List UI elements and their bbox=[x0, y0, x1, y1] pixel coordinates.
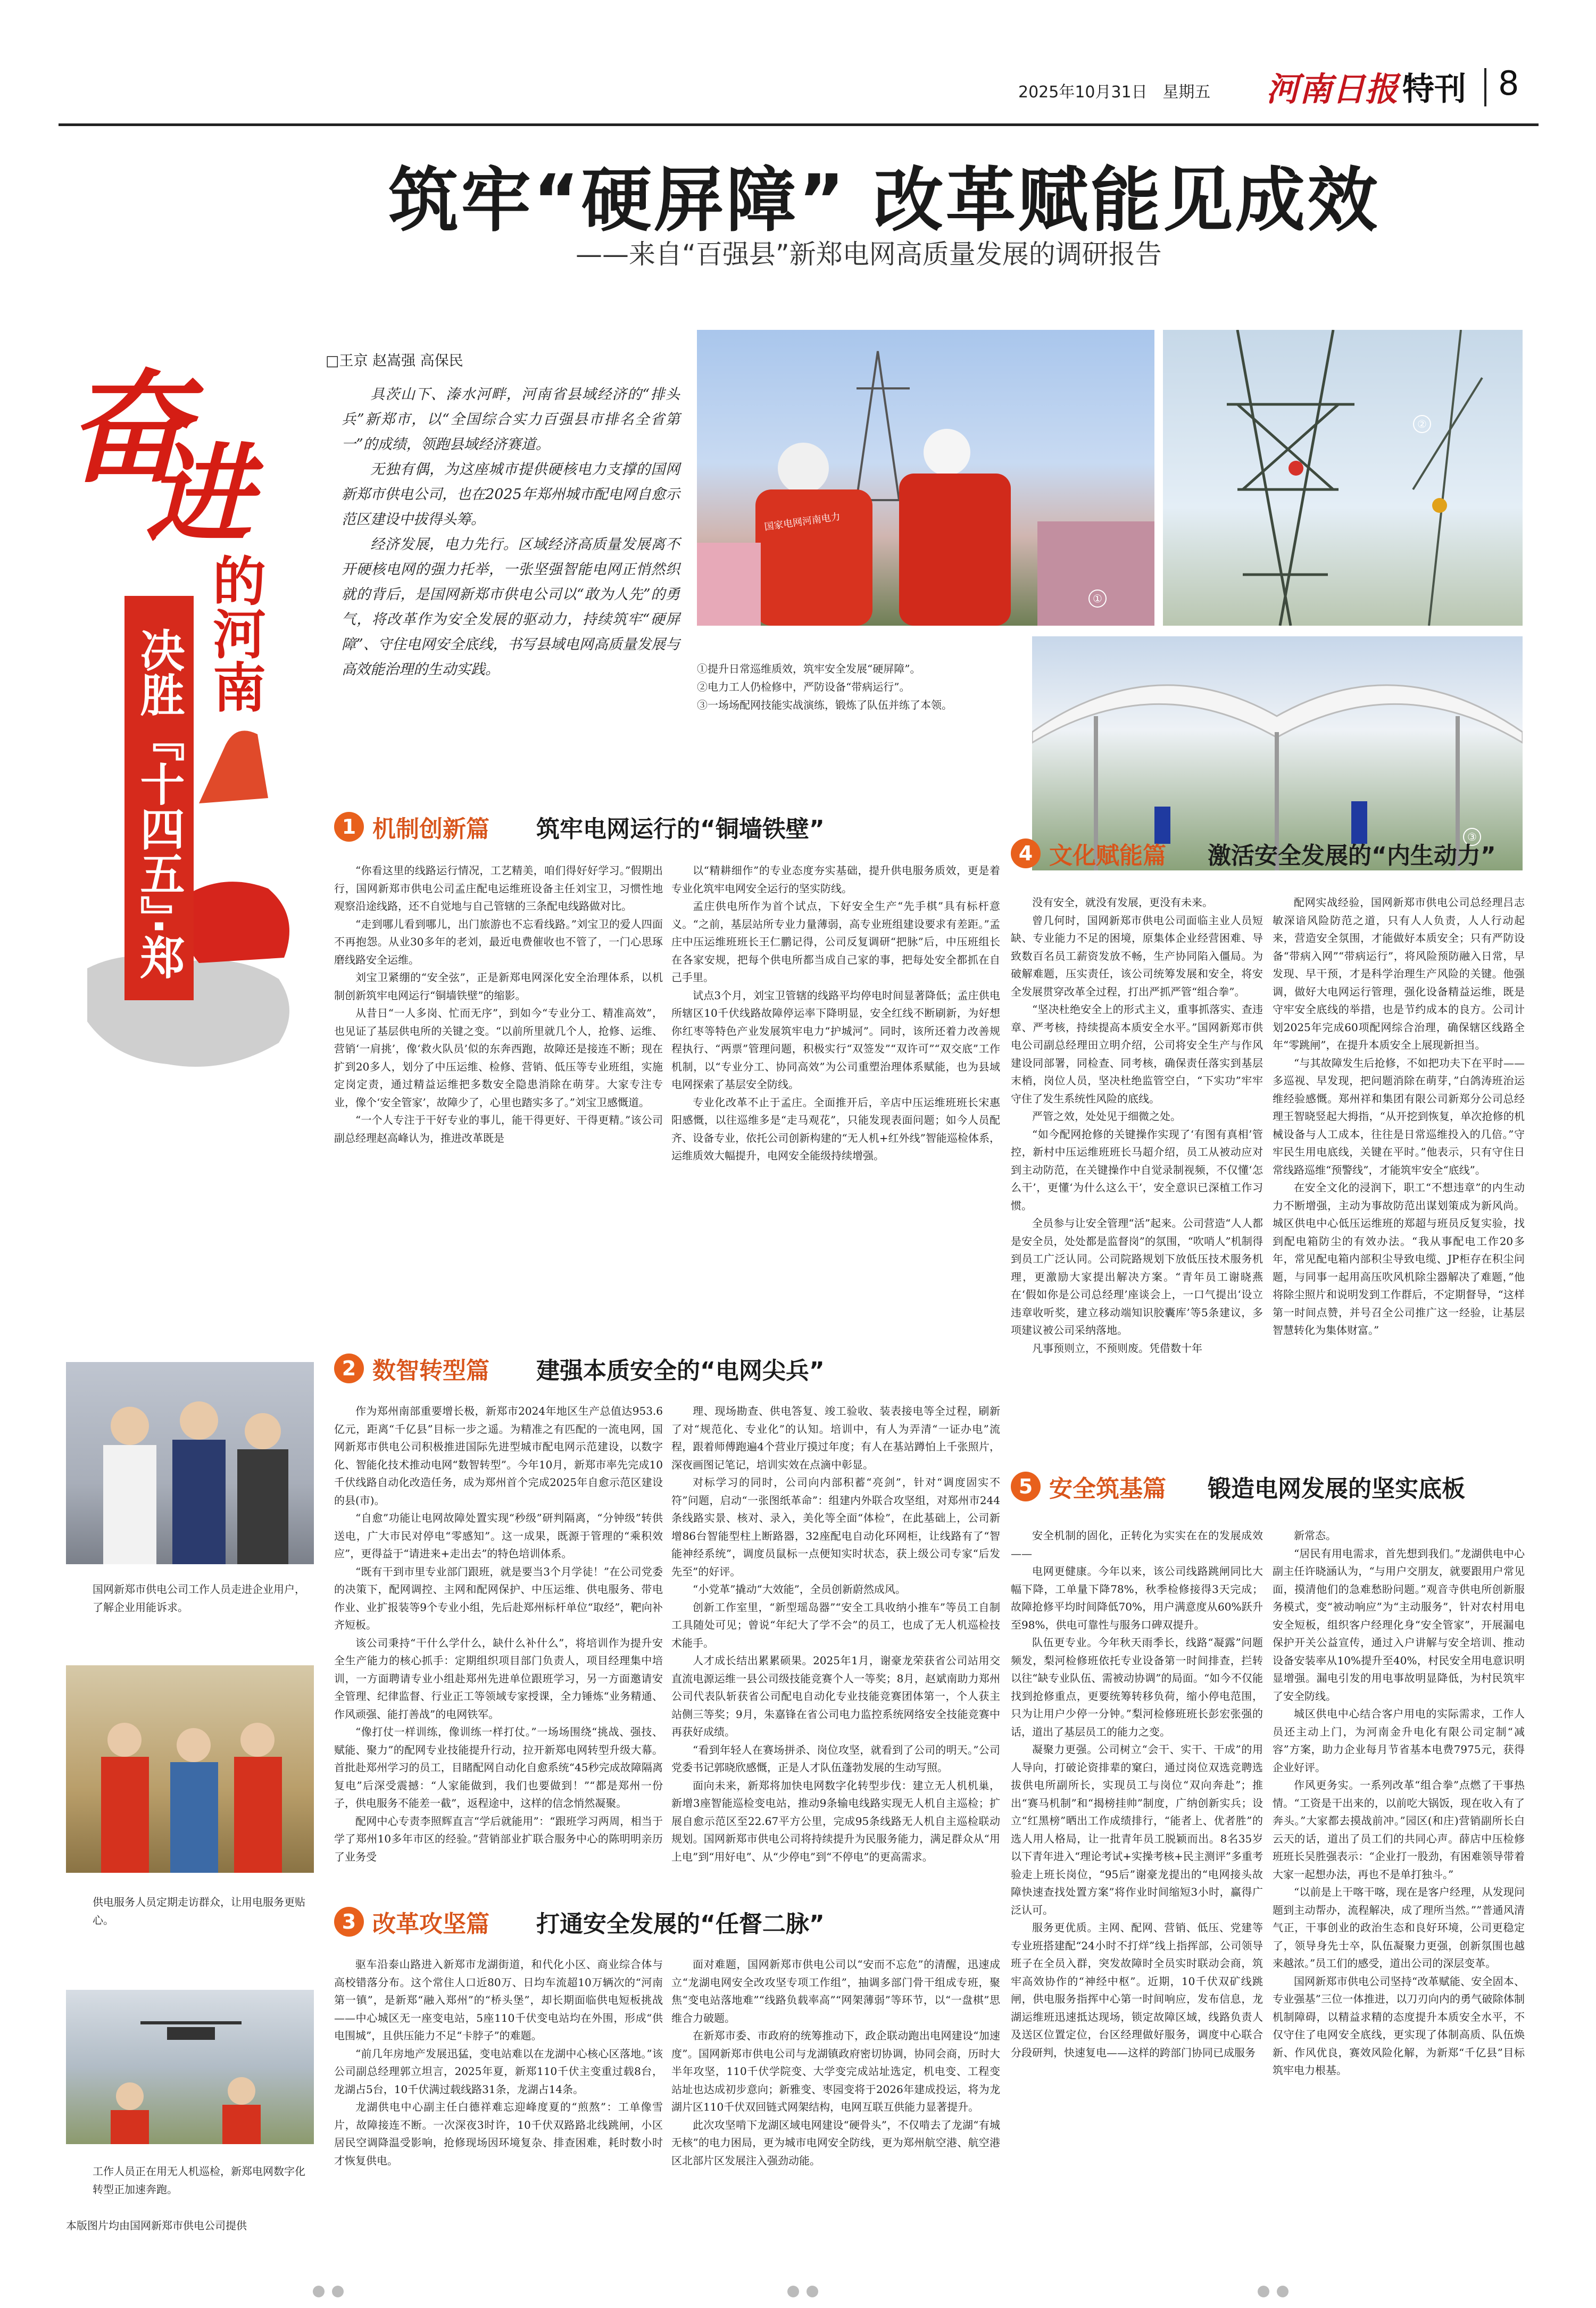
section-3-title: 打通安全发展的“任督二脉” bbox=[536, 1911, 825, 1938]
article-paragraph: 电网更健康。今年以来，该公司线路跳闸同比大幅下降，工单量下降78%，秋季检修接得3天完成；故障抢修平均时间降低70%，用户满意度从60%跃升至98%，供电可靠性与服务口碑双提升。 bbox=[1011, 1565, 1263, 1631]
article-paragraph: 国网新郑市供电公司坚持“改革赋能、安全固本、专业强基”三位一体推进，以刀刃向内的勇气破除体制机制障碍，以精益求精的态度提升本质安全水平，不仅守住了电网安全底线，更实现了体制高质、队伍焕新、作风优良，赛效风险化解，为新郑“千亿县”目标筑牢电力根基。 bbox=[1273, 1974, 1525, 2077]
photo-enterprise-visit bbox=[66, 1362, 314, 1564]
banner-char-fen: 奋 bbox=[66, 356, 188, 500]
article-paragraph: 凝聚力更强。公司树立“会干、实干、干成”的用人导向，打破论资排辈的窠臼，通过岗位双选竞聘选拔供电所副所长，实现员工与岗位“双向奔赴”；推出“赛马机制”和“揭榜挂帅”制度，广纳创新实兵；设立“红黑榜”晒出工作成绩排行，“能者上、优者胜”的选人用人格局，让一批青年员工脱颖而出。8名35岁以下青年进入“理论考试+实操考核+民主测评”多重考验走上班长岗位，“95后”谢豪龙提出的“电网接头故障快速查找处置方案”将作业时间缩短3小时，赢得广泛认可。 bbox=[1011, 1743, 1263, 1916]
article-paragraph: 创新工作室里，“新型瑶岛器”“安全工具收纳小推车”等员工自制工具随处可见；曾说“年纪大了学不会”的员工，也成了无人机巡检技术能手。 bbox=[671, 1600, 1000, 1649]
article-paragraph: “自愈”功能让电网故障处置实现“秒级”研判隔离，“分钟级”转供送电，广大市民对停电“零感知”。这一成果，既源于管理的“乘积效应”，更得益于“请进来+走出去”的特色培训体系。 bbox=[334, 1512, 663, 1560]
article-paragraph: 队伍更专业。今年秋天雨季长，线路“凝露”问题频发，梨河检修班依托专业设备第一时间排查，拦转以往“缺专业队伍、需被动协调”的局面。“如今不仅能找到抢修重点，更要统筹转移负荷，缩小停电范围，只为让用户少停一分钟。”梨河检修班班长彭宏张强的话，道出了基层员工的能力之变。 bbox=[1011, 1636, 1263, 1738]
article-paragraph: “看到年轻人在赛场拼杀、岗位攻坚，就看到了公司的明天。”公司党委书记郭晓欣感慨，正是人才队伍蓬勃发展的生动写照。 bbox=[671, 1743, 1000, 1774]
article-paragraph: 专业化改革不止于孟庄。全面推开后，辛店中压运维班班长宋惠阳感慨，以往巡维多是“走马观花”，只能发现表面问题；如今人员配齐、设备专业，依托公司创新构建的“无人机+红外线”智能巡检体系，运维质效大幅提升，电网安全能级持续增强。 bbox=[671, 1095, 1000, 1162]
section-4-number: 4 bbox=[1011, 838, 1041, 868]
section-4-title: 激活安全发展的“内生动力” bbox=[1208, 842, 1496, 869]
article-paragraph: 作为郑州南部重要增长极，新郑市2024年地区生产总值达953.6亿元，距离“千亿县”目标一步之遥。为精准之有匹配的一流电网，国网新郑市供电公司积极推进国际先进型城市配电网示范建设，以数字化、智能化技术推动电网“数智转型”。今年10月，新郑市率先完成10千伏线路自动化改造任务，成为郑州首个完成2025年自愈示范区建设的县(市)。 bbox=[334, 1405, 663, 1507]
section-1-column-1 bbox=[334, 862, 663, 1341]
photo-community-service bbox=[66, 1665, 314, 1873]
page-number: 8 bbox=[1498, 64, 1519, 103]
article-paragraph: “你看这里的线路运行情况，工艺精美，咱们得好好学习。”假期出行，国网新郑市供电公司孟庄配电运维班设备主任刘宝卫，习惯性地观察沿途线路，还不自觉地与自己管辖的三条配电线路做对比。 bbox=[334, 864, 663, 912]
article-paragraph: 安全机制的固化，正转化为实实在在的发展成效—— bbox=[1011, 1529, 1263, 1560]
article-paragraph: 从昔日“一人多岗、忙而无序”，到如今“专业分工、精准高效”，也见证了基层供电所的关键之变。“以前所里就几个人，抢修、运维、营销‘一肩挑’，像‘救火队员’似的东奔西跑，故障还是接连不断；现在扩到20多人，划分了中压运维、检修、营销、低压等专业班组，实施定岗定责，通过精益运维把多数安全隐患消除在萌芽。大家专注专业，像个‘安全管家’，故障少了，心里也踏实多了。”刘宝卫感慨道。 bbox=[334, 1007, 663, 1109]
photo-number: ③ bbox=[1463, 828, 1481, 846]
section-5-column-1 bbox=[1011, 1527, 1263, 2261]
banner-vertical-title: 决胜『十四五』·郑州篇 bbox=[64, 627, 185, 979]
page-dot bbox=[1277, 2286, 1289, 2297]
photo-tower-maintenance bbox=[1163, 330, 1523, 626]
intro-paragraph: 具茨山下、溱水河畔，河南省县域经济的“排头兵”新郑市，以“全国综合实力百强县市排名全省第一”的成绩，领跑县域经济赛道。 bbox=[342, 386, 680, 453]
article-paragraph: 在新郑市委、市政府的统筹推动下，政企联动跑出电网建设“加速度”。国网新郑市供电公司与龙湖镇政府密切协调，协同会商，历时大半年攻坚，110千伏学院变、大学变完成站址选定，机电变、工程变站址也达成初步意向；新雅变、枣园变将于2026年建成投运，将为龙湖片区110千伏双回链式网架结构，电网互联互供能力显著提升。 bbox=[671, 2029, 1000, 2113]
intro-paragraph: 无独有偶，为这座城市提供硬核电力支撑的国网新郑市供电公司，也在2025年郑州城市配电网自愈示范区建设中拔得头筹。 bbox=[342, 461, 680, 528]
vest-text: 国家电网河南电力 bbox=[763, 511, 841, 533]
photo-caption: ②电力工人仍检修中，严防设备“带病运行”。 bbox=[697, 680, 910, 693]
photo-credit: 本版图片均由国网新郑市供电公司提供 bbox=[66, 2219, 247, 2232]
section-1-label: 机制创新篇 bbox=[372, 816, 489, 843]
section-5-title: 锻造电网发展的坚实底板 bbox=[1208, 1475, 1465, 1502]
article-paragraph: 孟庄供电所作为首个试点，下好安全生产“先手棋”具有标杆意义。“之前，基层站所专业力量薄弱，高专业班组建设要求有差距。”孟庄中压运维班班长王仁鹏记得，公司反复调研“把脉”后，中压班组长在各家安规，把每个供电所都当成自己家的事，把每处安全都抓在自己手里。 bbox=[671, 900, 1000, 984]
section-2-title: 建强本质安全的“电网尖兵” bbox=[536, 1357, 825, 1384]
photo-number: ② bbox=[1413, 415, 1431, 433]
special-edition-label: 特刊 bbox=[1402, 71, 1466, 108]
top-photo-captions bbox=[697, 660, 1021, 714]
page-dot bbox=[332, 2286, 344, 2297]
banner-small-title: 的河南 bbox=[204, 553, 267, 713]
photo-caption: ③一场场配网技能实战演练，锻炼了队伍并练了本领。 bbox=[697, 699, 952, 711]
page-dot bbox=[787, 2286, 799, 2297]
page-dot bbox=[1258, 2286, 1269, 2297]
article-paragraph: 面对难题，国网新郑市供电公司以“安而不忘危”的清醒，迅速成立“龙湖电网安全改攻坚专项工作组”，抽调多部门骨干组成专班，聚焦“变电站落地难”“线路负载率高”“网架薄弱”等环节，以“一盘棋”思维合力破题。 bbox=[671, 1958, 1000, 2024]
article-paragraph: 龙湖供电中心副主任白德祥难忘迎峰度夏的“煎熬”：工单像雪片，故障接连不断。一次深夜3时许，10千伏双路路北线跳闸，小区居民空调降温受影响，抢修现场因环境复杂、排查困难，耗时数小时才恢复供电。 bbox=[334, 2101, 663, 2167]
section-3-column-1 bbox=[334, 1956, 663, 2264]
article-paragraph: 全员参与让安全管理“活”起来。公司营造“人人都是安全员，处处都是监督岗”的氛围，“吹哨人”机制得到员工广泛认同。公司院路规划下放低压技术服务机理，更激励大家提出解决方案。“青年员工谢晓燕在‘假如你是公司总经理’座谈会上，一口气提出‘设立违章收听奖，建立移动端知识胶囊库’等5条建议，多项建议被公司采纳落地。 bbox=[1011, 1217, 1263, 1336]
article-paragraph: 试点3个月，刘宝卫管辖的线路平均停电时间显著降低；孟庄供电所辖区10千伏线路故障停运率下降明显，安全红线不断刷新，为好想你红枣等特色产业发展筑牢电力“护城河”。同时，该所还着力改善规程执行、“两票”管理问题，积极实行“双签发”“双许可”“双交底”工作机制，以“专业分工、协同高效”为公司重塑治理体系赋能，也为县域电网探索了基层安全防线。 bbox=[671, 989, 1000, 1091]
article-paragraph: “坚决杜绝安全上的形式主义，重事抓落实、查违章、严考核，持续提高本质安全水平。”国网新郑市供电公司副总经理田立明介绍，公司将安全生产与作风建设同部署，同检查、同考核，确保责任落实到基层末梢，岗位人员，坚决杜绝监管空白，“下实功”牢牢守住了发生系统性风险的底线。 bbox=[1011, 1003, 1263, 1105]
section-5-number: 5 bbox=[1011, 1472, 1041, 1501]
article-paragraph: 此次攻坚啃下龙湖区域电网建设“硬骨头”，不仅啃去了龙湖“有城无核”的电力困局，更为城市电网安全防线，更为郑州航空港、航空港区北部片区发展注入强劲动能。 bbox=[671, 2118, 1000, 2167]
photo-number: ① bbox=[1088, 590, 1107, 608]
banner-char-jin: 进 bbox=[146, 432, 253, 557]
section-2-number: 2 bbox=[334, 1354, 364, 1383]
left-caption-2: 供电服务人员定期走访群众，让用电服务更贴心。 bbox=[93, 1896, 305, 1927]
article-paragraph: 服务更优质。主网、配网、营销、低压、党建等专业班搭建配“24小时不打烊”线上指挥部，公司领导班子在全员入群，突发故障时全员实时联动会商，筑牢高效协作的“神经中枢”。近期，10千伏双矿线跳闸，供电服务指挥中心第一时间响应，发布信息，龙湖运维班迅速抵达现场，锁定故障区域，线路负责人及送区位置定位，台区经理做好服务，调度中心联合分段研判，快速复电——这样的跨部门协同已成服务 bbox=[1011, 1921, 1263, 2059]
sub-headline: ——来自“百强县”新郑电网高质量发展的调研报告 bbox=[576, 239, 1162, 270]
issue-date: 2025年10月31日 bbox=[1018, 83, 1148, 102]
article-paragraph: “以前是上干喀干喀，现在是客户经理，从发现问题到主动帮办，流程解决，成了理所当然。””普通风清气正，干事创业的政治生态和良好环境，公司更稳定了，领导身先士卒，队伍凝聚力更强，创新氛围也越来越浓。”员工们的感受，道出公司的深层变革。 bbox=[1273, 1886, 1525, 1970]
article-paragraph: “与其故障发生后抢修，不如把功夫下在平时——多巡视、早发现，把问题消除在萌芽，”白鸽涛班治运维经验感慨。郑州祥和集团有限公司新郑分公司总经理王智晓竖起大拇指，“从开挖到恢复，单次抢修的机械设备与人工成本，往往是日常巡维投入的几倍。”守牢民生用电底线，关键在平时。”他表示，只有守住日常线路巡维“预警线”，才能筑牢安全“底线”。 bbox=[1273, 1056, 1525, 1176]
article-paragraph: 在安全文化的浸润下，职工“不想违章”的内生动力不断增强，主动为事故防范出谋划策成为新风尚。城区供电中心低压运维班的郑超与班员反复实验，找到配电箱防尘的有效办法。“我从事配电工作20多年，常见配电箱内部积尘导致电缆、JP柜存在积尘问题，与同事一起用高压吹风机除尘器解决了难题，”他将除尘照片和说明发到工作群后，不定期督导，“这样第一时间点赞，并号召全公司推广这一经验，让基层智慧转化为集体财富。” bbox=[1273, 1181, 1525, 1336]
article-paragraph: 刘宝卫紧绷的“安全弦”，正是新郑电网深化安全治理体系，以机制创新筑牢电网运行“铜墙铁壁”的缩影。 bbox=[334, 971, 663, 1002]
article-paragraph: “既有干到市里专业部门跟班，就是要当3个月学徒！”在公司党委的决策下，配网调控、主网和配网保护、中压运维、供电服务、带电作业、业扩报装等9个专业小组，先后赴郑州标杆单位“取经”，靶向补齐短板。 bbox=[334, 1565, 663, 1631]
section-4-label: 文化赋能篇 bbox=[1049, 842, 1166, 869]
article-paragraph: “走到哪儿看到哪儿，出门旅游也不忘看线路。”刘宝卫的爱人四面不再抱怨。从业30多年的老刘，最近电费催收也不管了，一门心思琢磨线路安全运维。 bbox=[334, 917, 663, 966]
article-paragraph: 严管之效，处处见于细微之处。 bbox=[1032, 1110, 1181, 1123]
page-dot bbox=[313, 2286, 325, 2297]
section-5-column-2 bbox=[1273, 1527, 1525, 2261]
section-3-label: 改革攻坚篇 bbox=[372, 1911, 489, 1938]
article-paragraph: 配网中心专责李照辉直言“学后就能用”：“跟班学习两周，相当于学了郑州10多年市区的经验。”营销部业扩联合服务中心的陈明明亲历了业务受 bbox=[334, 1814, 663, 1863]
photo-caption: ①提升日常巡维质效，筑牢安全发展“硬屏障”。 bbox=[697, 662, 921, 675]
article-paragraph: “如今配网抢修的关键操作实现了‘有图有真相’管控，新村中压运维班班长马超介绍，员工从被动应对到主动防范，在关键操作中自觉录制视频，不仅懂‘怎么干’，更懂‘为什么这么干’，安全意识已深植工作习惯。 bbox=[1011, 1127, 1263, 1212]
left-caption-3: 工作人员正在用无人机巡检，新郑电网数字化转型正加速奔跑。 bbox=[93, 2165, 305, 2196]
article-paragraph: 以“精耕细作”的专业态度夯实基础，提升供电服务质效，更是着专业化筑牢电网安全运行的坚实防线。 bbox=[671, 864, 1000, 895]
byline: □王京 赵嵩强 高保民 bbox=[326, 353, 463, 369]
photo-workers-inspection bbox=[697, 330, 1154, 626]
article-paragraph: 城区供电中心结合客户用电的实际需求，工作人员还主动上门，为河南金升电化有限公司定制“减容”方案，助力企业每月节省基本电费7975元，获得企业好评。 bbox=[1273, 1707, 1525, 1774]
article-paragraph: 对标学习的同时，公司向内部积蓄“亮剑”，针对“调度固实不符”问题，启动“一张图纸革命”：组建内外联合攻坚组，对郑州市244条线路实景、核对、录入，美化等全面“体检”，在此基础上，公司新增86台智能型柱上断路器，32座配电自动化环网柜，让线路有了“智能神经系统”，调度员鼠标一点便知实时状态，获上级公司专家“后发先至”的好评。 bbox=[671, 1476, 1000, 1578]
article-paragraph: “前几年房地产发展迅猛，变电站难以在龙湖中心核心区落地。”该公司副总经理郭立坦言，2025年夏，新郑110千伏主变重过载8台，龙湖占5台，10千伏满过载线路31条，龙湖占14条。 bbox=[334, 2047, 663, 2096]
article-paragraph: 作风更务实。一系列改革“组合拳”点燃了干事热情。“工资是干出来的，以前吃大锅饭，现在收入有了奔头。”大家都去摸战前冲。”园区(和庄)营销副所长白云天的话，道出了员工们的共同心声。薛店中压检修班班长吴胜强表示：“企业打一股劲，有困难领导带着大家一起想办法，再也不是单打独斗。” bbox=[1273, 1779, 1525, 1881]
article-paragraph: 理、现场勘查、供电答复、竣工验收、装表接电等全过程，刷新了对“规范化、专业化”的认知。培训中，有人为弄清“一证办电”流程，跟着师傅跑遍4个营业厅摸过年度；有人在基站蹲怕上千张照片，深夜画图记笔记，培训实效在点滴中彰显。 bbox=[671, 1405, 1000, 1471]
photo-drill-canopy bbox=[1032, 636, 1523, 870]
article-paragraph: 新常态。 bbox=[1294, 1529, 1336, 1542]
section-2-label: 数智转型篇 bbox=[372, 1357, 489, 1384]
article-paragraph: “小党革”撬动“大效能”，全员创新蔚然成风。 bbox=[693, 1583, 906, 1596]
intro-block bbox=[342, 382, 680, 682]
article-paragraph: “居民有用电需求，首先想到我们。”龙湖供电中心副主任许晓涵认为，“与用户交朋友，就要跟用户常见面，摸清他们的急难愁盼问题。”观音寺供电所创新服务模式，变“被动响应”为“主动服务”，针对农村用电安全短板，组织客户经理化身“安全管家”，开展漏电保护开关公益宣传，通过入户讲解与安全培训、推动设备安装率从10%提升至40%，村民安全用电意识明显增强。漏电引发的用电事故明显降低，为村民筑牢了安全防线。 bbox=[1273, 1547, 1525, 1703]
article-paragraph: 面向未来，新郑将加快电网数字化转型步伐：建立无人机机巢，新增3座智能巡检变电站，推动9条输电线路实现无人机自主巡检；扩展自愈示范区至22.67平方公里，完成95条线路无人机自主巡检联动规划。国网新郑市供电公司将持续提升为民服务能力，满足群众从“用上电”到“用好电”、从“少停电”到“不停电”的更高需求。 bbox=[671, 1779, 1000, 1863]
article-paragraph: 该公司秉持“干什么学什么，缺什么补什么”，将培训作为提升安全生产能力的核心抓手：定期组织项目部门负责人，项目经理集中培训，一方面聘请专业小组赴郑州先进单位跟班学习，另一方面邀请安全管理、纪律监督、行业正工等领域专家授课，全力锤炼“业务精通、作风顽强、能打善战”的电网铁军。 bbox=[334, 1636, 663, 1721]
section-3-number: 3 bbox=[334, 1907, 364, 1937]
page-dot bbox=[807, 2286, 818, 2297]
issue-weekday: 星期五 bbox=[1162, 83, 1211, 102]
article-paragraph: 人才成长结出累累硕果。2025年1月，谢豪龙荣获省公司站用交直流电源运维一县公司级技能竞赛个人一等奖；8月，赵斌南助力郑州公司代表队斩获省公司配电自动化专业技能竞赛团体第一，个人获主站侧三等奖；9月，朱嘉锋在省公司电力监控系统网络安全技能竞赛中再获好成绩。 bbox=[671, 1654, 1000, 1738]
section-3-column-2 bbox=[671, 1956, 1000, 2264]
left-caption-1: 国网新郑市供电公司工作人员走进企业用户，了解企业用能诉求。 bbox=[93, 1583, 305, 1614]
newspaper-masthead: 河南日报 bbox=[1266, 70, 1399, 109]
article-paragraph: 驱车沿泰山路进入新郑市龙湖街道，和代化小区、商业综合体与高校错落分布。这个常住人口近80万、日均车流超10万辆次的“河南第一镇”，是新郑“融入郑州”的“桥头堡”，却长期面临供电短板挑战——中心城区无一座变电站，5座110千伏变电站均在外围，形成“供电围城”，且供压能力不足“卡脖子”的难题。 bbox=[334, 1958, 663, 2042]
intro-paragraph: 经济发展，电力先行。区域经济高质量发展离不开硬核电网的强力托举，一张坚强智能电网正悄然织就的背后，是国网新郑市供电公司以“敢为人先”的勇气，将改革作为安全发展的驱动力，持续筑牢“硬屏障”、守住电网安全底线，书写县域电网高质量发展与高效能治理的生动实践。 bbox=[342, 536, 680, 678]
section-1-number: 1 bbox=[334, 812, 364, 842]
section-4-column-2 bbox=[1273, 894, 1525, 1432]
article-paragraph: 凡事预则立，不预则废。凭借数十年 bbox=[1032, 1341, 1202, 1355]
article-paragraph: 没有安全，就没有发展，更没有未来。 bbox=[1032, 896, 1213, 909]
section-5-label: 安全筑基篇 bbox=[1049, 1475, 1166, 1502]
section-4-column-1 bbox=[1011, 894, 1263, 1432]
section-1-title: 筑牢电网运行的“铜墙铁壁” bbox=[536, 816, 825, 843]
article-paragraph: 配网实战经验，国网新郑市供电公司总经理吕志敏深谙风险防范之道，只有人人负责，人人行动起来，营造安全氛围，才能做好本质安全；只有严防设备“带病入网”“带病运行”，将风险预防融入日常，早发现、早干预，才是科学治理生产风险的关键。他强调，做好大电网运行管理，强化设备精益运维，既是守牢安全底线的举措，也是节约成本的良方。公司计划2025年完成60项配网综合治理，确保辖区线路全年“零跳闸”，在提升本质安全上展现新担当。 bbox=[1273, 896, 1525, 1051]
article-paragraph: “一个人专注于干好专业的事儿，能干得更好、干得更精。”该公司副总经理赵高峰认为，推进改革既是 bbox=[334, 1114, 663, 1144]
article-paragraph: “像打仗一样训练，像训练一样打仗。”一场场围绕“挑战、强技、赋能、聚力”的配网专业技能提升行动，拉开新郑电网转型升级大幕。首批赴郑州学习的员工，目睹配网自动化自愈系统“45秒完成故障隔离复电”后深受震撼：“人家能做到，我们也要做到！”“都是郑州一份子，供电服务不能差一截”，返程途中，这样的信念悄然凝聚。 bbox=[334, 1725, 663, 1809]
series-banner bbox=[66, 319, 311, 1128]
article-paragraph: 曾几何时，国网新郑市供电公司面临主业人员短缺、专业能力不足的困境，原集体企业经营困难、导致数百名员工薪资发放不畅，生产协同陷入僵局。为破解难题，压实责任，该公司统筹发展和安全，将安全发展贯穿改革全过程，打出严抓严管“组合拳”。 bbox=[1011, 914, 1263, 998]
section-1-column-2 bbox=[671, 862, 1000, 1341]
main-headline: 筑牢“硬屏障” 改革赋能见成效 bbox=[388, 160, 1380, 242]
photo-drone-inspection bbox=[66, 1990, 314, 2144]
